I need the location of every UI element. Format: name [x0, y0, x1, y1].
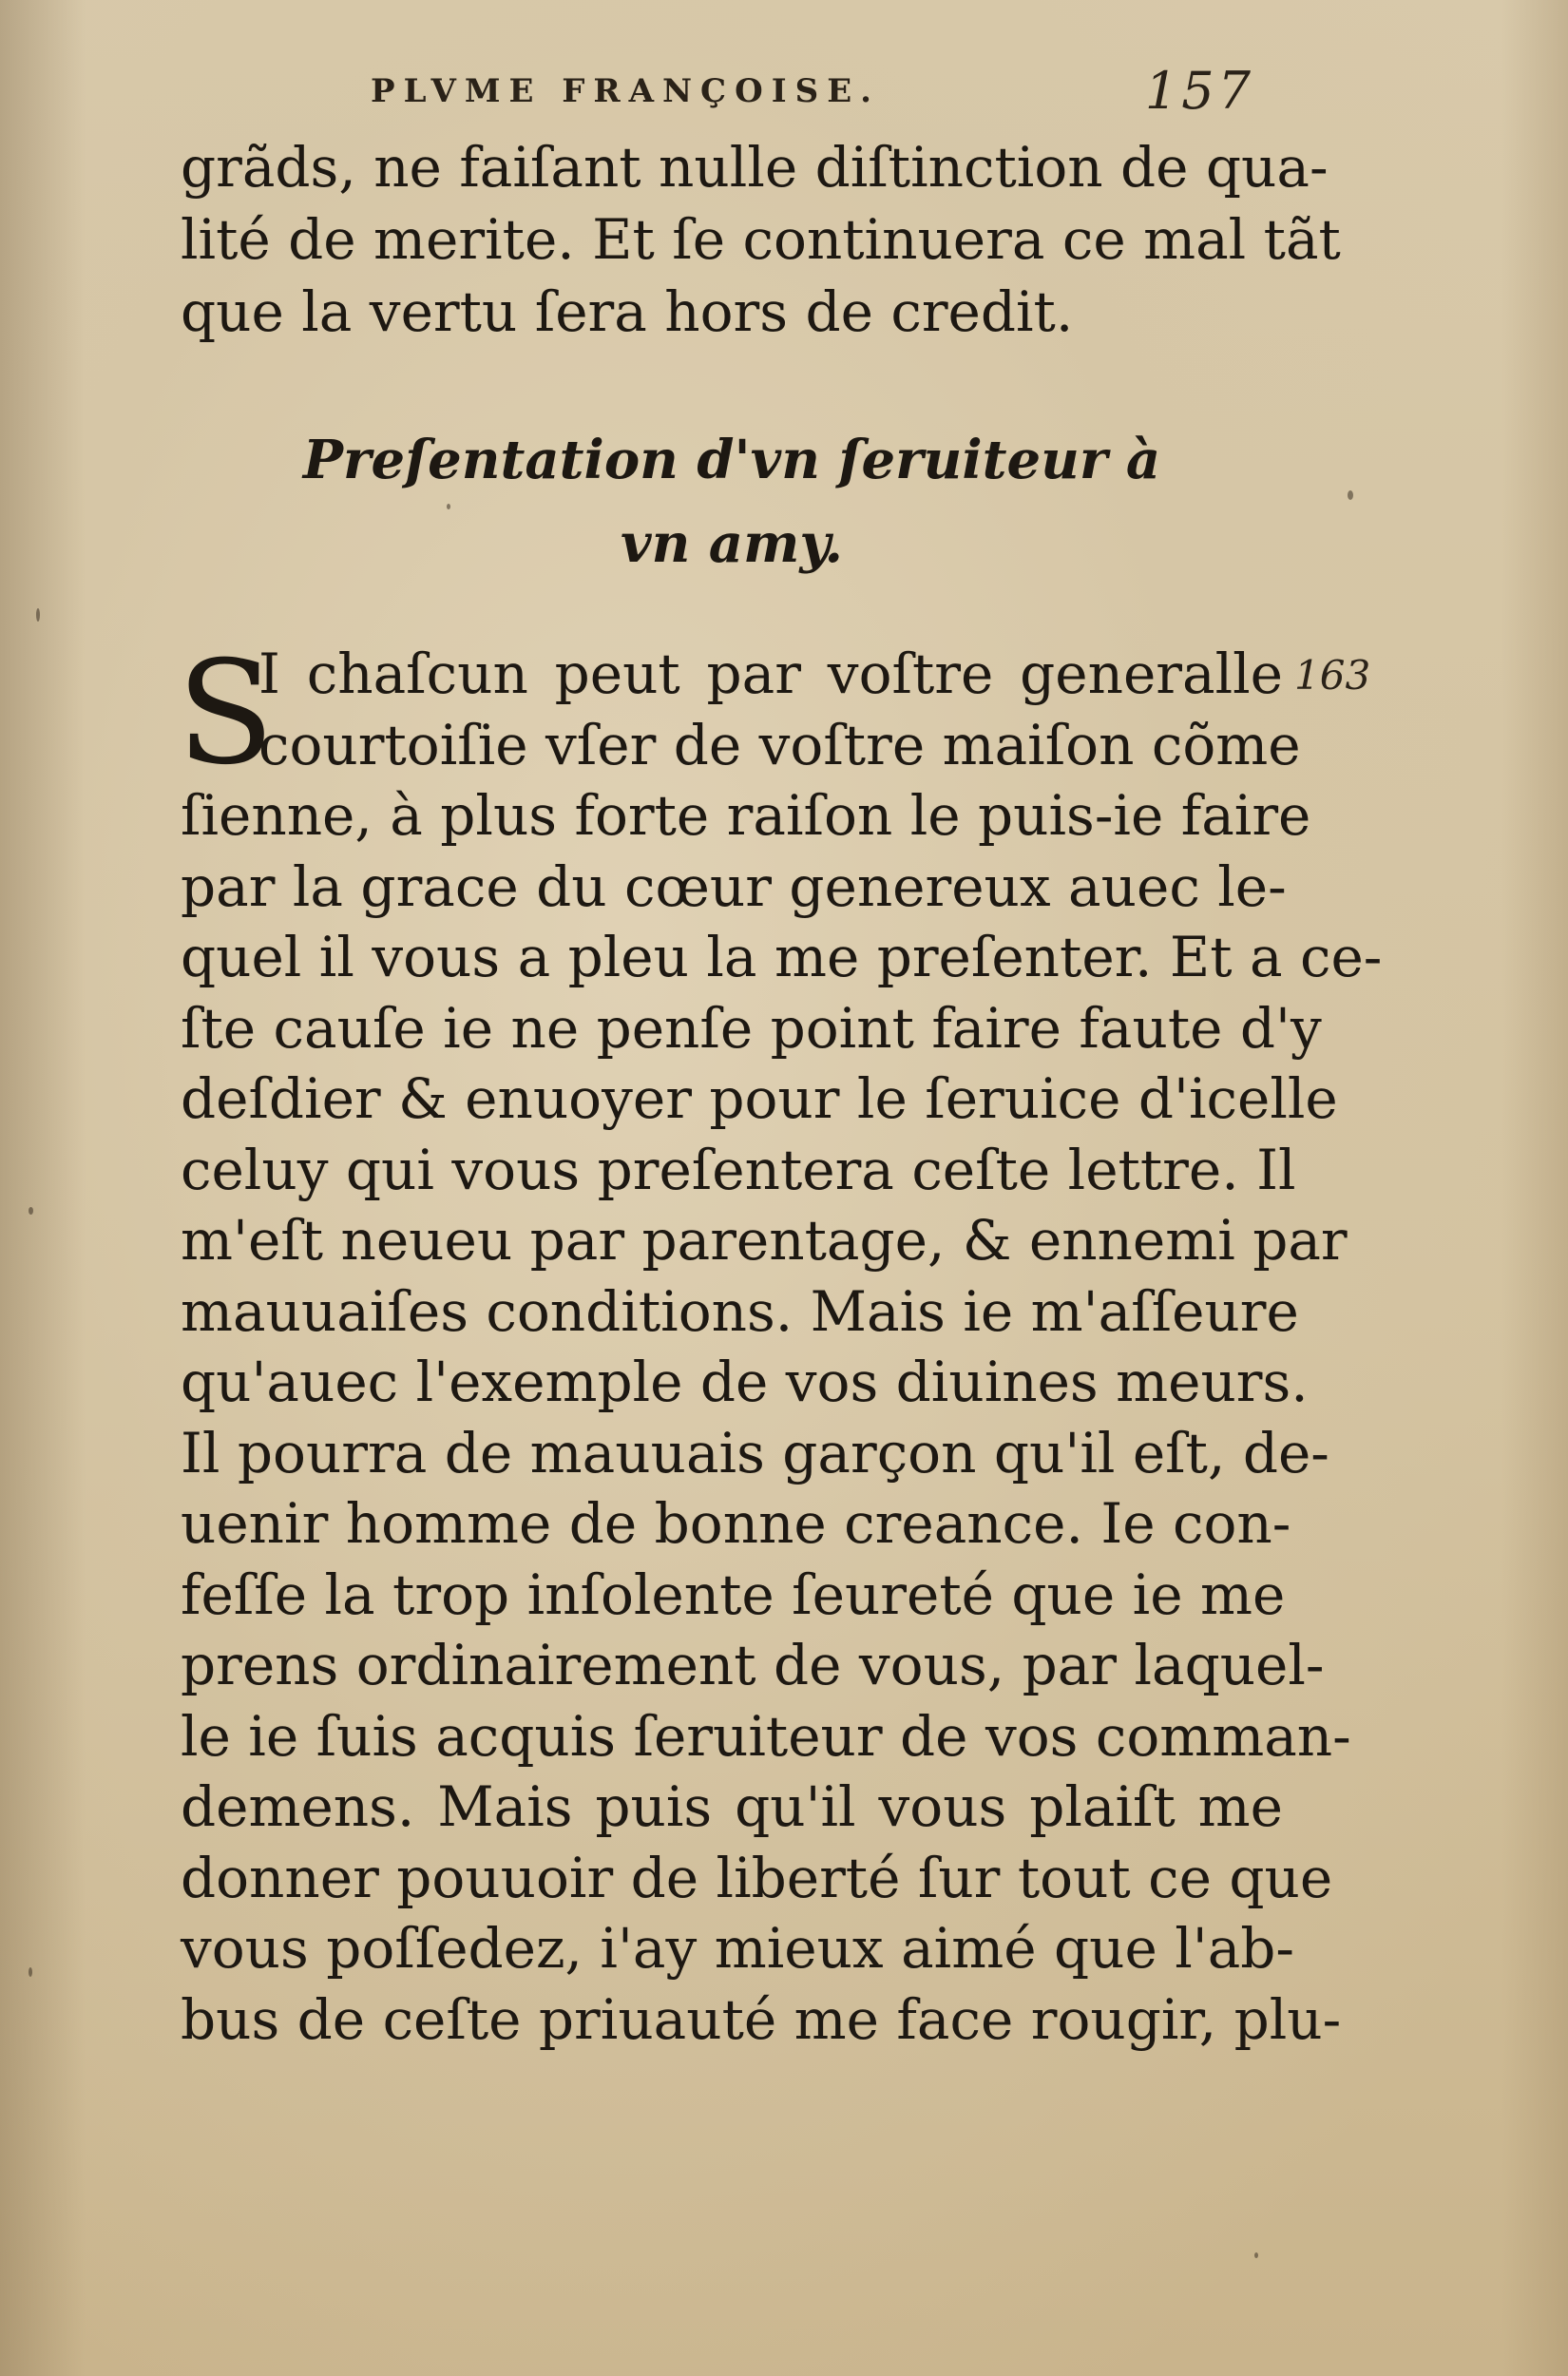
- first-line-text: I chaſcun peut par voſtre generalle: [258, 642, 1283, 706]
- letter-heading: [181, 418, 1283, 585]
- text-line: demens. Mais puis qu'il vous plaiſt me: [181, 1774, 1283, 1839]
- text-line: prens ordinairement de vous, par laquel-: [181, 1633, 1325, 1697]
- continued-paragraph: [181, 131, 1341, 348]
- text-line: celuy qui vous preſentera ceſte lettre. Il: [181, 1137, 1296, 1202]
- text-line: quel il vous a pleu la me preſenter. Et a ce-: [181, 925, 1383, 989]
- drop-capital: S: [177, 631, 275, 796]
- text-line: lité de merite. Et ſe continuera ce mal tãt: [181, 207, 1341, 272]
- margin-note: 163: [1294, 652, 1371, 699]
- text-line: feſſe la trop inſolente ſeureté que ie me: [181, 1562, 1286, 1627]
- text-line: uenir homme de bonne creance. Ie con-: [181, 1491, 1291, 1556]
- text-line: bus de ceſte priuauté me face rougir, plu-: [181, 1986, 1342, 2052]
- text-line: mauuaiſes conditions. Mais ie m'aſſeure: [181, 1278, 1299, 1344]
- text-line: ſte cauſe ie ne penſe point faire faute d'y: [181, 995, 1322, 1061]
- text-line: m'eſt neueu par parentage, & ennemi par: [181, 1208, 1348, 1273]
- text-line: courtoiſie vſer de voſtre maiſon cõme: [258, 712, 1301, 777]
- text-line: Il pourra de mauuais garçon qu'il eſt, de-: [181, 1420, 1329, 1485]
- text-line: donner pouuoir de liberté ſur tout ce que: [181, 1845, 1333, 1910]
- heading-line: vn amy.: [621, 512, 843, 575]
- text-line: vous poſſedez, i'ay mieux aimé que l'ab-: [181, 1916, 1295, 1981]
- text-line: grãds, ne faiſant nulle diſtinction de qua-: [181, 135, 1329, 200]
- running-title: PLVME FRANÇOISE.: [371, 72, 880, 110]
- heading-line: Preſentation d'vn ſeruiteur à: [302, 429, 1161, 491]
- text-line: ſienne, à plus forte raiſon le puis-ie faire: [181, 783, 1311, 848]
- page-number: 157: [1144, 61, 1254, 121]
- text-line: le ie ſuis acquis ſeruiteur de vos comman-: [181, 1703, 1351, 1769]
- text-line: par la grace du cœur genereux auec le-: [181, 853, 1287, 919]
- page-header: [181, 55, 1283, 131]
- text-line: que la vertu ſera hors de credit.: [181, 279, 1074, 344]
- text-line: qu'auec l'exemple de vos diuines meurs.: [181, 1350, 1309, 1414]
- text-line: deſdier & enuoyer pour le ſeruice d'icelle: [181, 1066, 1338, 1131]
